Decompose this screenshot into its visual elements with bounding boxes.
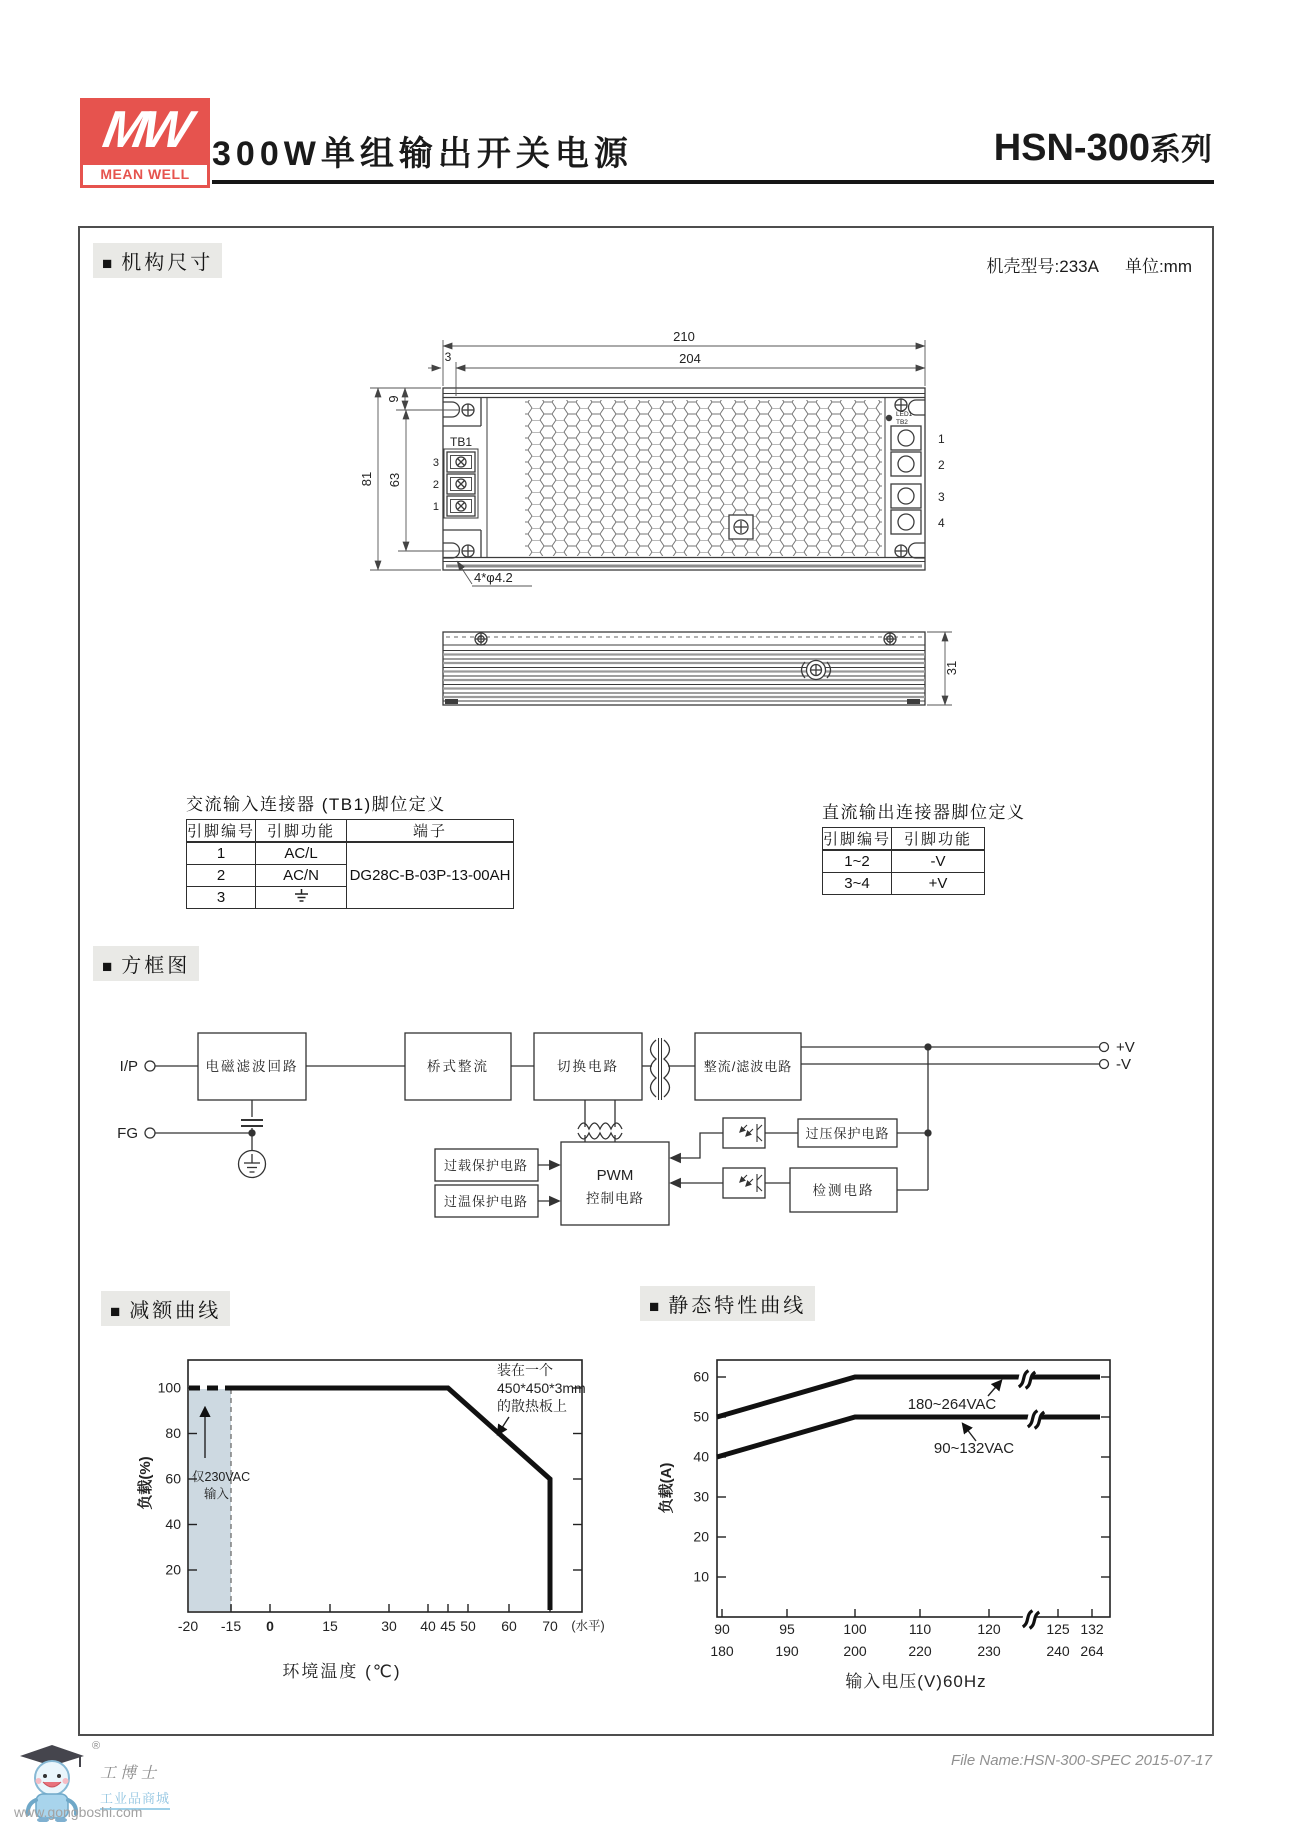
screw-icon	[462, 404, 474, 416]
pin-left-3: 3	[432, 457, 439, 469]
x-axis-label: 输入电压(V)60Hz	[845, 1672, 987, 1691]
xtick-primary: 110	[908, 1621, 932, 1637]
emi-filter-label: 电磁滤波回路	[205, 1059, 299, 1074]
dim-63-label: 63	[387, 472, 402, 488]
section-static-curve	[640, 1286, 815, 1321]
tb2-label: TB2	[896, 419, 908, 426]
series-low-label: 90~132VAC	[933, 1440, 1015, 1457]
registered-mark: ®	[92, 1740, 101, 1752]
section-block-diagram	[93, 946, 199, 981]
xtick: 60	[501, 1618, 517, 1634]
pwm-label-1: PWM	[596, 1167, 634, 1184]
dc-pin-12: 1~2	[823, 850, 892, 873]
ac-terminal-model: DG28C-B-03P-13-00AH	[347, 842, 514, 909]
logo-mw-text: MW	[98, 101, 192, 159]
logo-red-block	[80, 98, 210, 162]
xtick-secondary: 220	[908, 1643, 932, 1659]
ytick: 50	[693, 1408, 709, 1425]
xtick: 40	[420, 1618, 436, 1634]
potentiometer-icon	[729, 515, 753, 539]
xtick-secondary: 180	[710, 1643, 734, 1659]
screw-icon	[895, 399, 907, 411]
earth-ground-icon	[239, 1151, 266, 1178]
xtick: 30	[381, 1618, 397, 1634]
xtick: -20	[177, 1618, 199, 1634]
pin-right-3: 3	[938, 490, 945, 504]
section-marker-icon: ■	[102, 957, 113, 976]
tb1-terminal-block	[444, 449, 478, 518]
dc-func-34: +V	[892, 873, 985, 895]
y-axis-label: 负载(A)	[658, 1462, 675, 1514]
xtick-secondary: 190	[775, 1643, 799, 1659]
top-view-drawing	[443, 388, 925, 570]
series-title	[900, 124, 1212, 170]
dc-col-func: 引脚功能	[892, 828, 985, 851]
logo-meanwell-text: MEAN WELL	[80, 162, 210, 188]
ac-func-3	[256, 887, 347, 909]
dc-func-12: -V	[892, 850, 985, 873]
ip-label: I/P	[119, 1058, 138, 1075]
xtick: 45	[440, 1618, 456, 1634]
dim-3-label: 3	[444, 350, 452, 364]
pin-right-1: 1	[938, 432, 945, 446]
region-note-line1: 仅230VAC	[192, 1470, 251, 1484]
ip-terminal-icon	[145, 1061, 155, 1071]
pin-left-2: 2	[432, 479, 439, 491]
vminus-terminal-icon	[1100, 1060, 1109, 1069]
xtick-secondary: 230	[977, 1643, 1001, 1659]
xtick-primary: 95	[779, 1621, 795, 1637]
heatsink-note-line1: 装在一个	[497, 1362, 553, 1378]
section-static-label: 静态特性曲线	[668, 1295, 807, 1317]
xtick: 50	[460, 1618, 476, 1634]
xtick: 70	[542, 1618, 558, 1634]
heatsink-note-line2: 450*450*3mm	[497, 1380, 586, 1396]
xtick-primary: 132	[1080, 1621, 1104, 1637]
dc-table-title: 直流输出连接器脚位定义	[822, 803, 1026, 822]
pwm-label-2: 控制电路	[586, 1191, 644, 1206]
rectifier-label: 整流/滤波电路	[703, 1059, 793, 1074]
region-note-line2: 输入	[204, 1487, 230, 1501]
ytick: 60	[693, 1368, 709, 1385]
series-suffix: 系列	[1150, 132, 1212, 167]
ytick: 20	[165, 1561, 181, 1578]
block-diagram	[0, 1015, 1290, 1245]
series-model: HSN-300	[993, 127, 1150, 169]
xtick-secondary: 200	[843, 1643, 867, 1659]
xtick-primary: 120	[977, 1621, 1001, 1637]
switching-label: 切换电路	[557, 1059, 619, 1074]
ac-col-func: 引脚功能	[256, 820, 347, 843]
ytick: 10	[693, 1568, 709, 1585]
ground-symbol-icon	[293, 888, 310, 903]
vplus-label: +V	[1116, 1039, 1135, 1056]
ac-col-pin: 引脚编号	[187, 820, 256, 843]
ytick: 40	[693, 1448, 709, 1465]
x-axis-label: 环境温度 (℃)	[282, 1662, 402, 1681]
section-marker-icon: ■	[649, 1297, 660, 1316]
file-name-stamp: File Name:HSN-300-SPEC 2015-07-17	[951, 1752, 1212, 1769]
series-high-label: 180~264VAC	[907, 1396, 997, 1413]
section-block-label: 方框图	[121, 955, 191, 977]
overtemp-label: 过温保护电路	[443, 1194, 529, 1209]
mechanical-drawing	[0, 330, 1290, 720]
section-marker-icon: ■	[110, 1302, 121, 1321]
section-marker-icon: ■	[102, 254, 113, 273]
detect-label: 检测电路	[812, 1183, 875, 1198]
tb2-terminal-block	[891, 426, 921, 534]
overload-label: 过载保护电路	[443, 1158, 529, 1173]
table-row	[187, 842, 514, 865]
dim-9-label: 9	[386, 395, 401, 403]
mounting-holes-label: 4*φ4.2	[474, 570, 513, 585]
vminus-label: -V	[1116, 1056, 1131, 1073]
section-derating	[101, 1291, 230, 1326]
xtick-secondary: 240	[1046, 1643, 1070, 1659]
ac-pin-1: 1	[187, 842, 256, 865]
y-axis-label: 负载(%)	[137, 1456, 154, 1510]
dim-210-label: 210	[673, 330, 695, 344]
section-mechanical-label: 机构尺寸	[121, 252, 214, 274]
vplus-terminal-icon	[1100, 1043, 1109, 1052]
screw-icon	[475, 633, 487, 645]
watermark-brand: 工博士	[100, 1765, 161, 1782]
ovp-label: 过压保护电路	[805, 1126, 890, 1141]
transformer-icon	[651, 1038, 670, 1100]
unit-label: 单位:mm	[1124, 257, 1192, 276]
optocoupler-icon	[723, 1168, 765, 1198]
dc-output-table	[822, 798, 1026, 895]
watermark-brand-sub: 工业品商城	[100, 1788, 170, 1810]
xtick-primary: 90	[714, 1621, 730, 1637]
ac-table	[186, 819, 514, 909]
ytick: 30	[693, 1488, 709, 1505]
table-row	[823, 873, 985, 895]
ytick: 80	[165, 1425, 181, 1441]
ytick: 40	[165, 1516, 181, 1532]
pin-left-1: 1	[432, 501, 439, 513]
pin-right-2: 2	[938, 458, 945, 472]
xtick-primary: 100	[843, 1621, 867, 1637]
ytick: 100	[157, 1379, 181, 1396]
xtick: -15	[220, 1618, 242, 1634]
section-derating-label: 减额曲线	[129, 1300, 222, 1322]
ac-pin-2: 2	[187, 865, 256, 887]
fg-label: FG	[117, 1125, 138, 1142]
pin-right-4: 4	[938, 516, 945, 530]
ytick: 20	[693, 1528, 709, 1545]
title-underline	[212, 180, 1214, 184]
side-view-drawing	[443, 632, 925, 705]
charts	[0, 1340, 1290, 1710]
ac-func-2: AC/N	[256, 865, 347, 887]
case-info	[880, 252, 1192, 277]
xtick: 15	[322, 1618, 338, 1634]
dc-table	[822, 827, 985, 895]
watermark-url: www.gongboshi.com	[14, 1804, 143, 1820]
led-indicator-icon	[886, 415, 892, 421]
dim-81-label: 81	[359, 471, 374, 487]
screw-icon	[895, 545, 907, 557]
ac-col-terminal: 端子	[347, 820, 514, 843]
fg-terminal-icon	[145, 1128, 155, 1138]
derating-curve	[231, 1388, 550, 1610]
case-type-label: 机壳型号:233A	[986, 257, 1099, 276]
screw-icon	[884, 633, 896, 645]
ac-table-title: 交流输入连接器 (TB1)脚位定义	[186, 795, 446, 814]
dim-31-label: 31	[944, 660, 959, 676]
tb1-label: TB1	[449, 435, 473, 449]
bridge-label: 桥式整流	[427, 1059, 489, 1074]
section-mechanical	[93, 243, 222, 278]
dc-pin-34: 3~4	[823, 873, 892, 895]
xtick-suffix: (水平)	[571, 1619, 605, 1633]
led-label: LED1	[896, 411, 913, 418]
ac-func-1: AC/L	[256, 842, 347, 865]
page-title: 300W单组输出开关电源	[212, 135, 633, 173]
xtick-secondary: 264	[1080, 1643, 1104, 1659]
ac-pin-3: 3	[187, 887, 256, 909]
optocoupler-icon	[723, 1118, 765, 1148]
vent-mesh	[525, 400, 882, 556]
ac-input-table	[186, 790, 514, 909]
dim-204-label: 204	[679, 351, 701, 366]
series-low-line	[717, 1417, 1100, 1457]
dc-col-pin: 引脚编号	[823, 828, 892, 851]
heatsink-note-line3: 的散热板上	[497, 1398, 567, 1414]
heatsink-fins	[443, 651, 925, 702]
table-row	[823, 850, 985, 873]
xtick-primary: 125	[1046, 1621, 1070, 1637]
xtick: 0	[266, 1618, 274, 1634]
meanwell-logo	[80, 98, 210, 188]
ytick: 60	[165, 1470, 181, 1487]
screw-icon	[462, 545, 474, 557]
